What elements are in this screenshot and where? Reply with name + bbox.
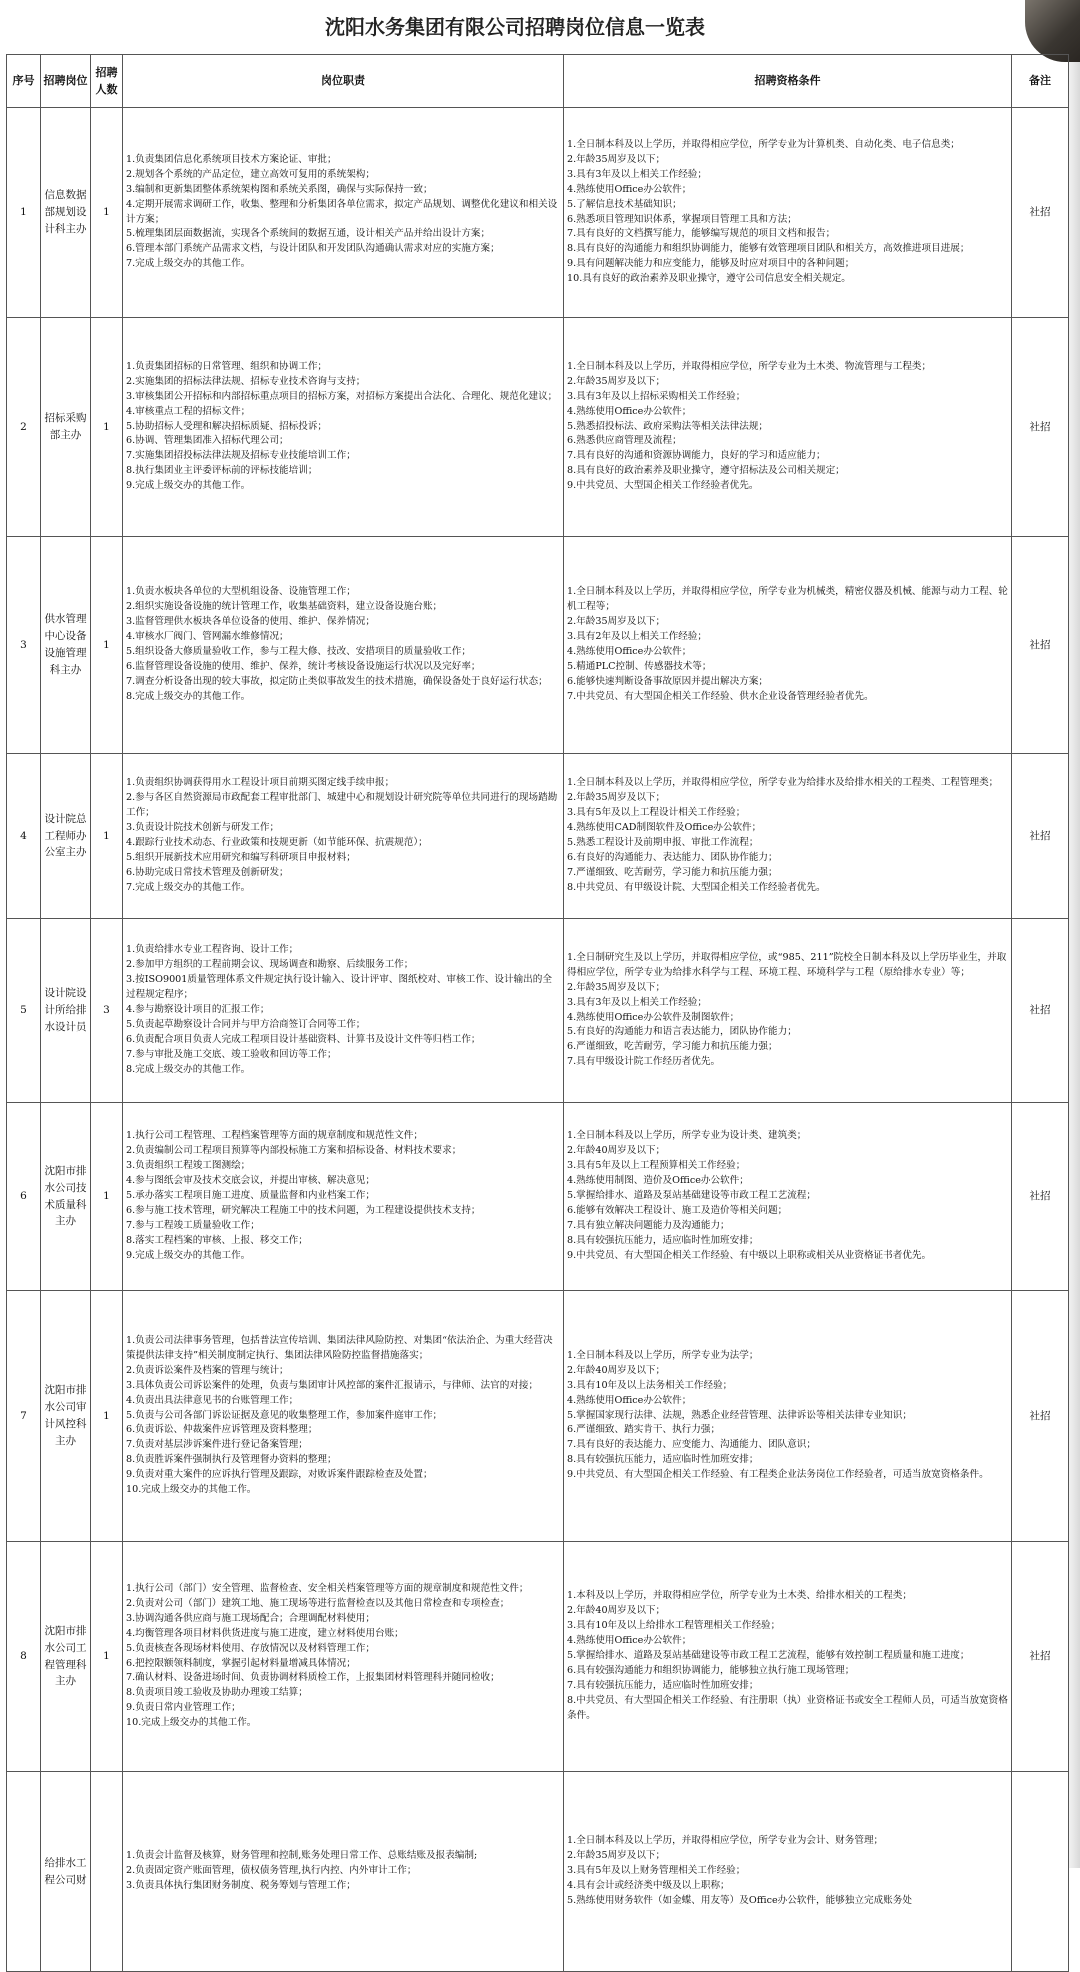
row-count: 1: [91, 1291, 123, 1542]
requirement-item: 6.熟悉项目管理知识体系，掌握项目管理工具和方法；: [567, 213, 797, 225]
requirement-item: 6.严谨细致，吃苦耐劳，学习能力和抗压能力强；: [567, 1041, 778, 1053]
row-no: 4: [7, 754, 41, 919]
requirement-item: 8.具有良好的政治素养及职业操守，遵守招标法及公司相关规定；: [567, 465, 845, 477]
requirement-item: 4.熟练使用Office办公软件；: [567, 1394, 692, 1406]
duty-item: 9.完成上级交办的其他工作。: [126, 480, 251, 492]
duty-item: 4.参与图纸会审及技术交底会议，并提出审核、解决意见；: [126, 1175, 375, 1187]
row-remark: 社招: [1012, 754, 1069, 919]
row-duties: [123, 1772, 564, 1972]
header-row: [7, 55, 1069, 108]
duty-item: 3.具体负责公司诉讼案件的处理，负责与集团审计风控部的案件汇报请示，与律师、法官的对接；: [126, 1379, 539, 1391]
requirement-item: 6.熟悉供应商管理及流程；: [567, 435, 682, 447]
table-row: [7, 754, 1069, 919]
row-position: 供水管理中心设备设施管理科主办: [41, 537, 91, 754]
requirement-item: 7.具有独立解决问题能力及沟通能力；: [567, 1219, 730, 1231]
duty-item: 6.把控限额领料制度，掌握引起材料量增减具体情况；: [126, 1657, 356, 1669]
requirement-item: 9.中共党员、有大型国企相关工作经验、有中级以上职称或相关从业资格证书者优先。: [567, 1249, 932, 1261]
row-no: 8: [7, 1542, 41, 1772]
header-duties: 岗位职责: [123, 55, 564, 108]
duty-item: 1.负责集团招标的日常管理、组织和协调工作；: [126, 360, 328, 372]
duty-item: 9.负责日常内业管理工作；: [126, 1702, 241, 1714]
duty-item: 9.负责对重大案件的应诉执行管理及跟踪，对败诉案件跟踪检查及处置；: [126, 1469, 433, 1481]
duty-item: 8.完成上级交办的其他工作。: [126, 690, 251, 702]
requirement-item: 1.全日制本科及以上学历，所学专业为设计类、建筑类；: [567, 1130, 807, 1142]
row-remark: 社招: [1012, 108, 1069, 318]
duty-item: 6.协调、管理集团准入招标代理公司；: [126, 435, 289, 447]
requirement-item: 6.有良好的沟通能力、表达能力、团队协作能力；: [567, 851, 778, 863]
duty-item: 7.实施集团招投标法律法规及招标专业技能培训工作；: [126, 450, 356, 462]
duty-item: 1.负责会计监督及核算，财务管理和控制,账务处理日常工作、总账结账及报表编制;: [126, 1850, 478, 1862]
requirement-item: 2.年龄40周岁及以下；: [567, 1364, 666, 1376]
duty-item: 6.负责诉讼、仲裁案件应诉管理及资料整理；: [126, 1424, 318, 1436]
requirement-item: 7.严谨细致、吃苦耐劳，学习能力和抗压能力强；: [567, 866, 778, 878]
requirement-item: 3.具有5年及以上工程设计相关工作经验；: [567, 807, 746, 819]
row-position: 沈阳市排水公司工程管理科主办: [41, 1542, 91, 1772]
requirement-item: 4.熟练使用CAD制图软件及Office办公软件；: [567, 822, 762, 834]
duty-item: 1.执行公司（部门）安全管理、监督检查、安全相关档案管理等方面的规章制度和规范性文件；: [126, 1582, 529, 1594]
requirement-item: 1.全日制本科及以上学历，所学专业为法学；: [567, 1349, 759, 1361]
duty-item: 7.参与审批及施工交底、竣工验收和回访等工作；: [126, 1048, 337, 1060]
requirement-item: 1.全日制研究生及以上学历，并取得相应学位，或“985、211”院校全日制本科及以上学历毕业生，并取得相应学位，所学专业为给排水科学与工程、环境工程、环境科学与工程（原给排水专业）等；: [567, 951, 1007, 978]
requirement-item: 4.具有会计或经济类中级及以上职称；: [567, 1879, 730, 1891]
duty-item: 3.编制和更新集团整体系统架构图和系统关系图，确保与实际保持一致；: [126, 183, 433, 195]
requirement-item: 10.具有良好的政治素养及职业操守，遵守公司信息安全相关规定。: [567, 273, 851, 285]
requirement-item: 5.掌握给排水、道路及泵站基础建设等市政工程工艺流程；: [567, 1190, 816, 1202]
requirement-item: 5.熟悉工程设计及前期申报、审批工作流程；: [567, 837, 759, 848]
requirement-item: 1.全日制本科及以上学历，并取得相应学位，所学专业为会计、财务管理；: [567, 1835, 884, 1847]
page-title: 沈阳水务集团有限公司招聘岗位信息一览表: [325, 15, 705, 39]
requirement-item: 2.年龄40周岁及以下；: [567, 1145, 666, 1157]
requirement-item: 3.具有10年及以上法务相关工作经验；: [567, 1379, 733, 1391]
duty-item: 2.负责编制公司工程项目预算等内部投标施工方案和招标设备、材料技术要求；: [126, 1145, 462, 1157]
row-remark: 社招: [1012, 1542, 1069, 1772]
requirement-item: 8.中共党员、有甲级设计院、大型国企相关工作经验者优先。: [567, 881, 826, 893]
table-row: [7, 919, 1069, 1103]
requirement-item: 5.熟练使用财务软件（如金蝶、用友等）及Office办公软件，能够独立完成账务处: [567, 1894, 912, 1906]
row-requirements: [564, 1772, 1012, 1972]
requirement-item: 6.严谨细致、踏实肯干、执行力强；: [567, 1424, 721, 1436]
requirement-item: 1.全日制本科及以上学历，并取得相应学位，所学专业为给排水及给排水相关的工程类、工程管理类；: [567, 777, 999, 789]
duty-item: 4.审核重点工程的招标文件；: [126, 405, 251, 417]
duty-item: 7.确认材料、设备进场时间、负责协调材料质检工作，上报集团材料管理科并随同检收；: [126, 1672, 500, 1684]
duty-item: 4.参与勘察设计项目的汇报工作；: [126, 1004, 270, 1016]
table-row: [7, 537, 1069, 754]
table-row: [7, 108, 1069, 318]
requirement-item: 3.具有3年及以上相关工作经验；: [567, 996, 707, 1008]
row-position: 招标采购部主办: [41, 318, 91, 537]
row-requirements: [564, 537, 1012, 754]
duty-item: 5.负责与公司各部门诉讼证据及意见的收集整理工作，参加案件庭审工作；: [126, 1409, 443, 1421]
requirement-item: 2.年龄35周岁及以下；: [567, 792, 666, 804]
duty-item: 10.完成上级交办的其他工作。: [126, 1484, 257, 1496]
requirement-item: 4.熟练使用Office办公软件及制图软件；: [567, 1011, 740, 1023]
row-position: 信息数据部规划设计科主办: [41, 108, 91, 318]
row-no: 1: [7, 108, 41, 318]
duty-item: 6.管理本部门系统产品需求文档，与设计团队和开发团队沟通确认需求对应的实施方案；: [126, 243, 500, 255]
row-count: 1: [91, 1103, 123, 1291]
row-requirements: [564, 1291, 1012, 1542]
table-row: [7, 318, 1069, 537]
row-position: 设计院设计所给排水设计员: [41, 919, 91, 1103]
requirement-item: 2.年龄35周岁及以下；: [567, 616, 666, 628]
row-count: 1: [91, 318, 123, 537]
duty-item: 1.负责水板块各单位的大型机组设备、设施管理工作；: [126, 586, 356, 598]
requirement-item: 9.中共党员、大型国企相关工作经验者优先。: [567, 480, 759, 492]
requirement-item: 3.具有5年及以上财务管理相关工作经验；: [567, 1865, 746, 1877]
row-position: 沈阳市排水公司审计风控科主办: [41, 1291, 91, 1542]
row-duties: [123, 919, 564, 1103]
requirement-item: 4.熟练使用Office办公软件；: [567, 646, 692, 657]
header-no: 序号: [7, 55, 41, 108]
requirement-item: 1.本科及以上学历，并取得相应学位，所学专业为土木类、给排水相关的工程类；: [567, 1590, 912, 1602]
requirement-item: 9.具有问题解决能力和应变能力，能够及时应对项目中的各种问题；: [567, 258, 855, 270]
requirement-item: 2.年龄40周岁及以下；: [567, 1605, 666, 1617]
requirement-item: 5.熟悉招投标法、政府采购法等相关法律法规；: [567, 420, 769, 432]
row-duties: [123, 754, 564, 919]
requirement-item: 9.中共党员、有大型国企相关工作经验、有工程类企业法务岗位工作经验者，可适当放宽资格条件。: [567, 1469, 989, 1481]
requirement-item: 5.掌握给排水、道路及泵站基础建设等市政工程工艺流程，能够有效控制工程质量和施工进度；: [567, 1650, 970, 1662]
row-no: 5: [7, 919, 41, 1103]
duty-item: 5.组织设备大修质量验收工作，参与工程大修、技改、安措项目的质量验收工作；: [126, 646, 471, 657]
requirement-item: 2.年龄35周岁及以下；: [567, 1850, 666, 1862]
row-requirements: [564, 318, 1012, 537]
duty-item: 3.负责具体执行集团财务制度、税务筹划与管理工作；: [126, 1879, 356, 1891]
requirement-item: 8.具有较强抗压能力，适应临时性加班安排；: [567, 1234, 759, 1246]
row-no: [7, 1772, 41, 1972]
duty-item: 2.组织实施设备设施的统计管理工作，收集基础资料，建立设备设施台账；: [126, 601, 443, 613]
duty-item: 3.负责组织工程竣工图测绘；: [126, 1160, 251, 1172]
requirement-item: 1.全日制本科及以上学历，并取得相应学位，所学专业为机械类，精密仪器及机械、能源与动力工程、轮机工程等；: [567, 586, 1008, 613]
row-duties: [123, 1542, 564, 1772]
duty-item: 8.落实工程档案的审核、上报、移交工作；: [126, 1234, 308, 1246]
row-requirements: [564, 1542, 1012, 1772]
duty-item: 2.规划各个系统的产品定位，建立高效可复用的系统架构；: [126, 168, 375, 180]
duty-item: 4.审核水厂阀门、管网漏水维修情况；: [126, 631, 289, 643]
duty-item: 5.负责起草勘察设计合同并与甲方洽商签订合同等工作；: [126, 1018, 366, 1030]
row-count: [91, 1772, 123, 1972]
row-position: 给排水工程公司财: [41, 1772, 91, 1972]
duty-item: 8.负责项目竣工验收及协助办理竣工结算；: [126, 1687, 308, 1699]
row-remark: 社招: [1012, 1291, 1069, 1542]
header-position: 招聘岗位: [41, 55, 91, 108]
page-edge-shadow: [1068, 62, 1080, 1868]
duty-item: 1.负责组织协调获得用水工程设计项目前期买图定线手续申报；: [126, 777, 395, 789]
row-count: 1: [91, 108, 123, 318]
table-row: [7, 1291, 1069, 1542]
row-remark: 社招: [1012, 318, 1069, 537]
requirement-item: 7.具有较强抗压能力，适应临时性加班安排；: [567, 1679, 759, 1691]
requirement-item: 8.中共党员、有大型国企相关工作经验、有注册职（执）业资格证书或安全工程师人员，可适当放宽资格条件。: [567, 1694, 1008, 1721]
duty-item: 5.梳理集团层面数据流，实现各个系统间的数据互通，设计相关产品并给出设计方案；: [126, 228, 491, 240]
row-count: 1: [91, 1542, 123, 1772]
row-no: 2: [7, 318, 41, 537]
row-no: 6: [7, 1103, 41, 1291]
duty-item: 3.监督管理供水板块各单位设备的使用、维护、保养情况；: [126, 616, 375, 628]
header-count: 招聘人数: [91, 55, 123, 108]
requirement-item: 4.熟练使用制图、造价及Office办公软件；: [567, 1175, 749, 1187]
requirement-item: 6.能够快速判断设备事故原因并提出解决方案；: [567, 675, 769, 687]
row-position: 设计院总工程师办公室主办: [41, 754, 91, 919]
duty-item: 3.按ISO9001质量管理体系文件规定执行设计输入、设计评审、图纸校对、审核工作、设计输出的全过程规定程序；: [126, 974, 552, 1001]
requirement-item: 8.具有良好的沟通能力和组织协调能力，能够有效管理项目团队和相关方，高效推进项目进展；: [567, 243, 970, 255]
requirement-item: 2.年龄35周岁及以下；: [567, 153, 666, 165]
requirement-item: 6.能够有效解决工程设计、施工及造价等相关问题；: [567, 1204, 788, 1216]
duty-item: 4.定期开展需求调研工作，收集、整理和分析集团各单位需求，拟定产品规划、调整优化建议和相关设计方案；: [126, 198, 558, 225]
duty-item: 1.负责给排水专业工程咨询、设计工作；: [126, 944, 299, 956]
row-remark: 社招: [1012, 1103, 1069, 1291]
requirement-item: 4.熟练使用Office办公软件；: [567, 183, 692, 195]
duty-item: 9.完成上级交办的其他工作。: [126, 1249, 251, 1261]
duty-item: 8.完成上级交办的其他工作。: [126, 1063, 251, 1075]
row-duties: [123, 537, 564, 754]
duty-item: 1.执行公司工程管理、工程档案管理等方面的规章制度和规范性文件；: [126, 1130, 423, 1142]
requirement-item: 2.年龄35周岁及以下；: [567, 375, 666, 387]
requirement-item: 7.中共党员、有大型国企相关工作经验、供水企业设备管理经验者优先。: [567, 690, 874, 702]
row-no: 7: [7, 1291, 41, 1542]
duty-item: 8.执行集团业主评委评标前的评标技能培训；: [126, 465, 318, 477]
recruitment-table: [6, 54, 1069, 1972]
duty-item: 5.组织开展新技术应用研究和编写科研项目申报材料；: [126, 851, 356, 863]
duty-item: 6.参与施工技术管理，研究解决工程施工中的技术问题，为工程建设提供技术支持；: [126, 1204, 481, 1216]
duty-item: 2.参加甲方组织的工程前期会议、现场调查和勘察、后续服务工作；: [126, 959, 414, 971]
requirement-item: 5.精通PLC控制、传感器技术等；: [567, 660, 712, 672]
duty-item: 3.负责设计院技术创新与研发工作；: [126, 822, 280, 834]
duty-item: 2.负责诉讼案件及档案的管理与统计；: [126, 1364, 289, 1376]
requirement-item: 1.全日制本科及以上学历，并取得相应学位，所学专业为计算机类、自动化类、电子信息类；: [567, 138, 960, 150]
row-duties: [123, 1291, 564, 1542]
duty-item: 7.负责对基层涉诉案件进行登记备案管理；: [126, 1439, 308, 1451]
duty-item: 10.完成上级交办的其他工作。: [126, 1717, 257, 1729]
requirement-item: 4.熟练使用Office办公软件；: [567, 405, 692, 417]
requirement-item: 6.具有较强沟通能力和组织协调能力，能够独立执行施工现场管理；: [567, 1664, 855, 1676]
duty-item: 2.负责固定资产账面管理，债权债务管理,执行内控、内外审计工作；: [126, 1865, 417, 1877]
duty-item: 5.承办落实工程项目施工进度、质量监督和内业档案工作；: [126, 1190, 375, 1202]
duty-item: 6.负责配合项目负责人完成工程项目设计基础资料、计算书及设计文件等归档工作；: [126, 1033, 481, 1045]
requirement-item: 3.具有10年及以上给排水工程管理相关工作经验；: [567, 1620, 781, 1632]
corner-decoration: [1025, 0, 1080, 62]
requirement-item: 7.具有良好的文档撰写能力，能够编写规范的项目文档和报告；: [567, 228, 836, 240]
duty-item: 6.监督管理设备设施的使用、维护、保养，统计考核设备设施运行状况以及完好率；: [126, 660, 481, 672]
duty-item: 4.均衡管理各项目材料供货进度与施工进度，建立材料使用台账；: [126, 1627, 404, 1639]
table-row: [7, 1772, 1069, 1972]
row-duties: [123, 108, 564, 318]
duty-item: 4.负责出具法律意见书的台账管理工作；: [126, 1394, 299, 1406]
row-count: 1: [91, 754, 123, 919]
row-requirements: [564, 919, 1012, 1103]
duty-item: 2.负责对公司（部门）建筑工地、施工现场等进行监督检查以及其他日常检查和专项检查；: [126, 1597, 510, 1609]
requirement-item: 8.具有较强抗压能力，适应临时性加班安排；: [567, 1454, 759, 1466]
duty-item: 8.负责胜诉案件强制执行及管理督办资料的整理；: [126, 1454, 337, 1466]
row-remark: [1012, 1772, 1069, 1972]
table-row: [7, 1542, 1069, 1772]
duty-item: 7.完成上级交办的其他工作。: [126, 258, 251, 270]
duty-item: 6.协助完成日常技术管理及创新研发；: [126, 866, 289, 878]
row-duties: [123, 1103, 564, 1291]
row-count: 1: [91, 537, 123, 754]
duty-item: 3.审核集团公开招标和内部招标重点项目的招标方案，对招标方案提出合法化、合理化、规范化建议；: [126, 390, 558, 402]
row-count: 3: [91, 919, 123, 1103]
duty-item: 5.协助招标人受理和解决招标质疑、招标投诉；: [126, 420, 328, 432]
duty-item: 3.协调沟通各供应商与施工现场配合；合理调配材料使用；: [126, 1612, 375, 1624]
requirement-item: 7.具有良好的沟通和资源协调能力，良好的学习和适应能力；: [567, 450, 826, 462]
requirement-item: 7.具有甲级设计院工作经历者优先。: [567, 1056, 721, 1068]
row-no: 3: [7, 537, 41, 754]
requirement-item: 5.有良好的沟通能力和语言表达能力，团队协作能力；: [567, 1026, 797, 1038]
requirement-item: 3.具有3年及以上相关工作经验；: [567, 168, 707, 180]
requirement-item: 3.具有2年及以上相关工作经验；: [567, 631, 707, 643]
row-remark: 社招: [1012, 537, 1069, 754]
table-row: [7, 1103, 1069, 1291]
row-requirements: [564, 1103, 1012, 1291]
header-remark: 备注: [1012, 55, 1069, 108]
duty-item: 1.负责公司法律事务管理，包括普法宣传培训、集团法律风险防控、对集团“依法治企、为重大经营决策提供法律支持”相关制度制定执行、集团法律风险防控监督措施落实；: [126, 1334, 553, 1361]
duty-item: 7.完成上级交办的其他工作。: [126, 881, 251, 893]
row-remark: 社招: [1012, 919, 1069, 1103]
requirement-item: 4.熟练使用Office办公软件；: [567, 1635, 692, 1647]
requirement-item: 5.了解信息技术基础知识；: [567, 198, 682, 210]
requirement-item: 5.掌握国家现行法律、法规，熟悉企业经营管理、法律诉讼等相关法律专业知识；: [567, 1409, 912, 1421]
requirement-item: 1.全日制本科及以上学历，并取得相应学位，所学专业为土木类、物流管理与工程类；: [567, 360, 932, 372]
duty-item: 7.参与工程竣工质量验收工作；: [126, 1219, 260, 1231]
duty-item: 5.负责核查各现场材料使用、存放情况以及材料管理工作；: [126, 1642, 375, 1654]
duty-item: 2.参与各区自然资源局市政配套工程审批部门、城建中心和规划设计研究院等单位共同进行的现场踏勘工作；: [126, 792, 558, 819]
duty-item: 4.跟踪行业技术动态、行业政策和技规更新（如节能环保、抗震规范）；: [126, 837, 428, 848]
duty-item: 1.负责集团信息化系统项目技术方案论证、审批；: [126, 153, 337, 165]
requirement-item: 3.具有3年及以上招标采购相关工作经验；: [567, 390, 746, 402]
duty-item: 7.调查分析设备出现的较大事故，拟定防止类似事故发生的技术措施，确保设备处于良好运行状态；: [126, 675, 548, 687]
requirement-item: 3.具有5年及以上工程预算相关工作经验；: [567, 1160, 746, 1172]
header-requirements: 招聘资格条件: [564, 55, 1012, 108]
row-requirements: [564, 754, 1012, 919]
duty-item: 2.实施集团的招标法律法规、招标专业技术咨询与支持；: [126, 375, 366, 387]
row-duties: [123, 318, 564, 537]
row-position: 沈阳市排水公司技术质量科主办: [41, 1103, 91, 1291]
requirement-item: 7.具有良好的表达能力、应变能力、沟通能力、团队意识；: [567, 1439, 816, 1451]
requirement-item: 2.年龄35周岁及以下；: [567, 981, 666, 993]
row-requirements: [564, 108, 1012, 318]
